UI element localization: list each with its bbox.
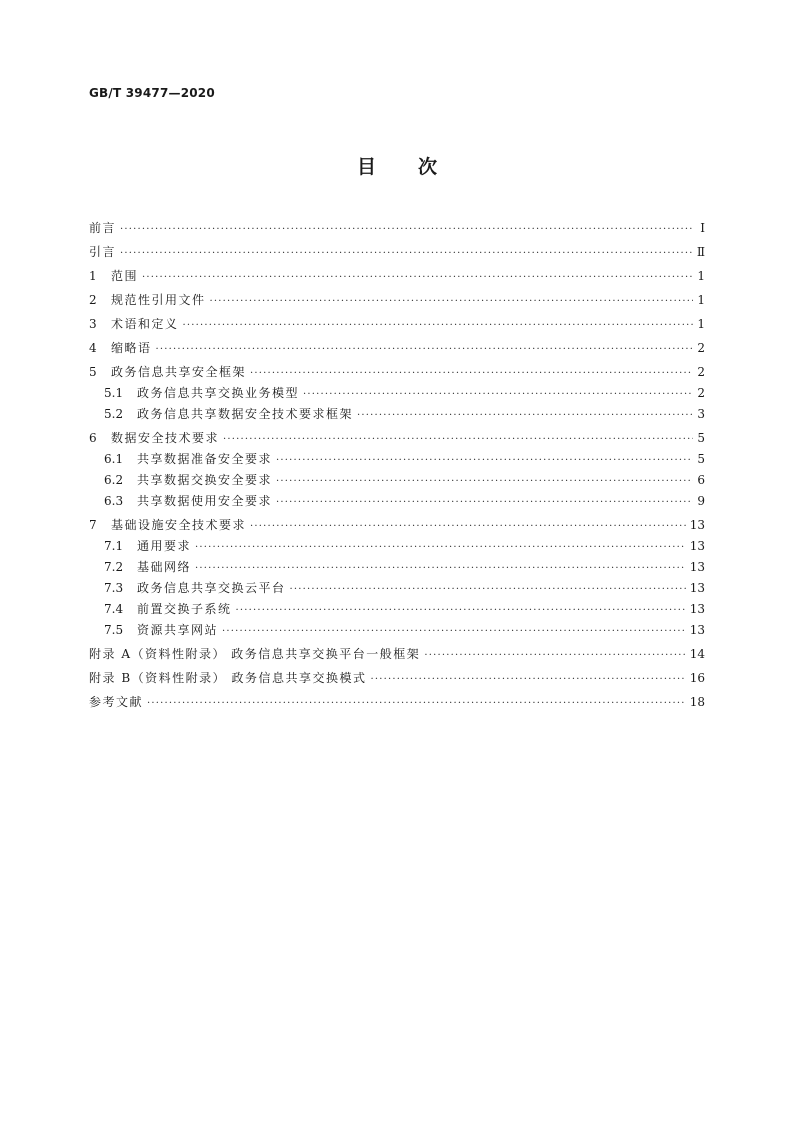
- toc-entry-number: 7.4: [104, 602, 124, 616]
- toc-entry-page: 18: [689, 695, 705, 709]
- toc-entry-5-1[interactable]: [89, 383, 705, 404]
- toc-entry-number: 4: [89, 341, 97, 355]
- toc-entry-label: 基础设施安全技术要求: [111, 518, 247, 532]
- toc-leader-dots: [424, 645, 685, 666]
- toc-entry-number: 5: [89, 365, 97, 379]
- toc-entry-page: 1: [697, 269, 705, 283]
- toc-entry-label: 引言: [89, 245, 117, 259]
- toc-entry-4[interactable]: [89, 338, 705, 359]
- toc-entry-page: 2: [697, 365, 705, 379]
- toc-entry-number: 6: [89, 431, 97, 445]
- toc-entry-number: 7.1: [104, 539, 124, 553]
- toc-entry-label: 数据安全技术要求: [111, 431, 220, 445]
- toc-entry-foreword[interactable]: [89, 218, 705, 239]
- toc-entry-number: 7.3: [104, 581, 124, 595]
- toc-entry-number: 6.1: [104, 452, 124, 466]
- toc-leader-dots: [156, 339, 693, 360]
- toc-entry-label: 政务信息共享交换业务模型: [137, 386, 300, 400]
- toc-entry-page: 3: [697, 407, 705, 421]
- toc-entry-label: 术语和定义: [111, 317, 179, 331]
- toc-entry-number: 6.3: [104, 494, 124, 508]
- toc-leader-dots: [290, 579, 686, 600]
- toc-leader-dots: [195, 558, 686, 579]
- toc-entry-7[interactable]: [89, 515, 705, 536]
- toc-entry-number: 2: [89, 293, 97, 307]
- toc-entry-7-5[interactable]: [89, 620, 705, 641]
- toc-leader-dots: [120, 219, 693, 240]
- toc-entry-page: 1: [697, 317, 705, 331]
- toc-entry-page: 2: [697, 341, 705, 355]
- toc-leader-dots: [250, 516, 686, 537]
- toc-leader-dots: [357, 405, 693, 426]
- toc-entry-2[interactable]: [89, 290, 705, 311]
- toc-entry-label: 通用要求: [137, 539, 192, 553]
- toc-entry-number: 7: [89, 518, 97, 532]
- toc-entry-page: 9: [697, 494, 705, 508]
- toc-leader-dots: [303, 384, 693, 405]
- toc-entry-7-4[interactable]: [89, 599, 705, 620]
- toc-entry-page: 13: [689, 518, 705, 532]
- toc-entry-page: 16: [689, 671, 705, 685]
- toc-entry-page: 13: [689, 581, 705, 595]
- toc-entry-number: 7.2: [104, 560, 124, 574]
- toc-entry-introduction[interactable]: [89, 242, 705, 263]
- toc-entry-page: Ⅰ: [700, 221, 705, 235]
- toc-entry-label: 基础网络: [137, 560, 192, 574]
- toc-entry-page: 5: [697, 452, 705, 466]
- toc-entry-number: 7.5: [104, 623, 124, 637]
- toc-leader-dots: [210, 291, 693, 312]
- toc-entry-page: 13: [689, 623, 705, 637]
- toc-entry-appendix-a[interactable]: [89, 644, 705, 665]
- toc-leader-dots: [147, 693, 686, 714]
- toc-entry-label: 共享数据使用安全要求: [137, 494, 273, 508]
- toc-entry-label: 共享数据准备安全要求: [137, 452, 273, 466]
- toc-entry-5-2[interactable]: [89, 404, 705, 425]
- toc-entry-label: 资源共享网站: [137, 623, 219, 637]
- toc-entry-number: 6.2: [104, 473, 124, 487]
- toc-title-char-2: 次: [418, 156, 438, 178]
- toc-leader-dots: [222, 621, 686, 642]
- toc-title: [0, 152, 794, 179]
- toc-title-char-1: 目: [356, 156, 376, 178]
- toc-entry-page: 14: [689, 647, 705, 661]
- toc-entry-6[interactable]: [89, 428, 705, 449]
- toc-entry-label: 政务信息共享安全框架: [111, 365, 247, 379]
- toc-entry-number: 3: [89, 317, 97, 331]
- table-of-contents: [89, 218, 705, 713]
- toc-entry-page: 13: [689, 602, 705, 616]
- toc-leader-dots: [250, 363, 693, 384]
- toc-entry-7-3[interactable]: [89, 578, 705, 599]
- toc-entry-page: 2: [697, 386, 705, 400]
- toc-entry-bibliography[interactable]: [89, 692, 705, 713]
- toc-entry-label: 范围: [111, 269, 139, 283]
- toc-entry-page: 1: [697, 293, 705, 307]
- standard-code: GB/T 39477—2020: [89, 86, 215, 100]
- toc-entry-page: 5: [697, 431, 705, 445]
- toc-leader-dots: [223, 429, 693, 450]
- toc-entry-label: 前置交换子系统: [137, 602, 232, 616]
- toc-entry-appendix-b[interactable]: [89, 668, 705, 689]
- toc-entry-3[interactable]: [89, 314, 705, 335]
- toc-entry-page: Ⅱ: [696, 245, 705, 259]
- toc-entry-6-2[interactable]: [89, 470, 705, 491]
- toc-leader-dots: [183, 315, 693, 336]
- toc-leader-dots: [142, 267, 693, 288]
- toc-leader-dots: [120, 243, 693, 264]
- toc-entry-number: 5.1: [104, 386, 124, 400]
- toc-leader-dots: [236, 600, 686, 621]
- toc-entry-label: 规范性引用文件: [111, 293, 206, 307]
- toc-entry-page: 13: [689, 560, 705, 574]
- toc-entry-label: 政务信息共享数据安全技术要求框架: [137, 407, 354, 421]
- toc-entry-label: 附录 A（资料性附录） 政务信息共享交换平台一般框架: [89, 647, 421, 661]
- toc-entry-5[interactable]: [89, 362, 705, 383]
- toc-entry-number: 1: [89, 269, 97, 283]
- toc-entry-6-1[interactable]: [89, 449, 705, 470]
- toc-entry-7-2[interactable]: [89, 557, 705, 578]
- toc-entry-label: 参考文献: [89, 695, 144, 709]
- toc-leader-dots: [370, 669, 685, 690]
- toc-entry-1[interactable]: [89, 266, 705, 287]
- toc-leader-dots: [276, 471, 693, 492]
- toc-leader-dots: [195, 537, 686, 558]
- toc-entry-7-1[interactable]: [89, 536, 705, 557]
- toc-entry-label: 前言: [89, 221, 117, 235]
- toc-entry-6-3[interactable]: [89, 491, 705, 512]
- toc-entry-number: 5.2: [104, 407, 124, 421]
- toc-leader-dots: [276, 492, 693, 513]
- toc-entry-page: 6: [697, 473, 705, 487]
- toc-entry-label: 共享数据交换安全要求: [137, 473, 273, 487]
- toc-entry-label: 缩略语: [111, 341, 152, 355]
- toc-leader-dots: [276, 450, 693, 471]
- toc-entry-page: 13: [689, 539, 705, 553]
- toc-entry-label: 附录 B（资料性附录） 政务信息共享交换模式: [89, 671, 367, 685]
- toc-entry-label: 政务信息共享交换云平台: [137, 581, 286, 595]
